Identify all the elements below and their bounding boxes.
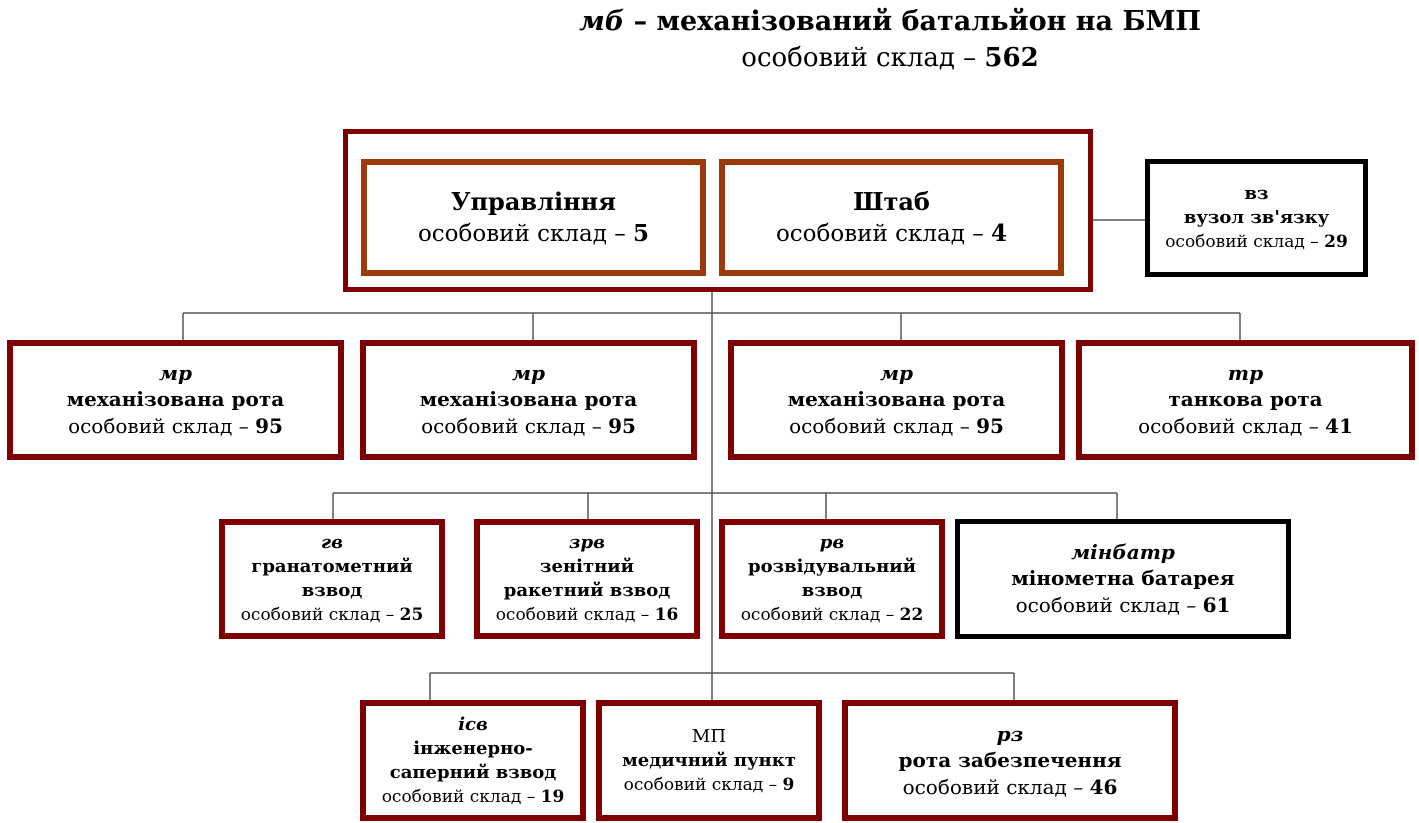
- unit-support-company: [842, 700, 1178, 821]
- unit-abbr: вз: [1244, 183, 1269, 204]
- unit-staff: особовий склад – 4: [775, 219, 1008, 247]
- unit-staff: особовий склад – 41: [1138, 414, 1353, 438]
- unit-management: [361, 159, 706, 276]
- unit-abbr: рв: [819, 532, 845, 553]
- unit-staff: особовий склад – 9: [623, 774, 795, 795]
- unit-staff: особовий склад – 95: [789, 414, 1004, 438]
- unit-staff: особовий склад – 95: [421, 414, 636, 438]
- unit-abbr: рз: [996, 721, 1024, 746]
- unit-name-line2: взвод: [801, 580, 863, 601]
- unit-staff: особовий склад – 19: [381, 786, 565, 807]
- unit-name: вузол зв'язку: [1183, 207, 1330, 228]
- unit-staff: особовий склад – 25: [240, 605, 424, 625]
- unit-abbr: зрв: [569, 532, 605, 553]
- unit-staff: особовий склад – 29: [1165, 232, 1348, 252]
- unit-abbr: мр: [880, 361, 913, 385]
- title-staff-value: 562: [984, 43, 1039, 73]
- unit-name: рота забезпечення: [898, 747, 1122, 772]
- unit-name: механізована рота: [66, 387, 285, 411]
- unit-name-line2: ракетний взвод: [503, 580, 671, 601]
- unit-name: Штаб: [853, 186, 930, 216]
- unit-staff: особовий склад – 22: [740, 605, 924, 625]
- unit-abbr: МП: [691, 725, 727, 747]
- unit-comm-node: [1145, 159, 1368, 277]
- unit-abbr: тр: [1227, 361, 1264, 385]
- unit-abbr: мінбатр: [1071, 540, 1175, 564]
- unit-mech-company-2: [360, 340, 697, 460]
- unit-engineer-platoon: [360, 700, 586, 821]
- unit-mech-company-3: [728, 340, 1065, 460]
- unit-staff: особовий склад – 95: [68, 414, 283, 438]
- unit-name-line2: саперний взвод: [389, 761, 557, 783]
- unit-medical-point: [596, 700, 822, 821]
- unit-abbr: мр: [159, 361, 192, 385]
- unit-staff: особовий склад – 61: [1015, 593, 1231, 617]
- unit-mortar-battery: [955, 519, 1291, 639]
- unit-recon-platoon: [719, 519, 945, 639]
- unit-staff: особовий склад – 16: [495, 605, 679, 625]
- unit-abbr: мр: [512, 361, 545, 385]
- unit-name-line1: зенітний: [540, 556, 634, 577]
- unit-name: Управління: [451, 186, 616, 216]
- title-staff-label: особовий склад –: [741, 43, 985, 73]
- unit-grenade-platoon: [219, 519, 445, 639]
- unit-name: мінометна батарея: [1011, 566, 1235, 590]
- title-abbr: мб: [579, 6, 625, 37]
- unit-hq: [719, 159, 1064, 276]
- unit-name: медичний пункт: [622, 749, 796, 771]
- unit-name-line2: взвод: [301, 580, 363, 601]
- unit-name: механізована рота: [419, 387, 638, 411]
- unit-name: механізована рота: [787, 387, 1006, 411]
- title-text: – механізований батальйон на БМП: [624, 6, 1201, 37]
- unit-aa-missile-platoon: [474, 519, 700, 639]
- unit-name-line1: інженерно-: [413, 737, 533, 759]
- unit-staff: особовий склад – 5: [417, 219, 650, 247]
- unit-abbr: гв: [321, 532, 343, 553]
- unit-name-line1: гранатометний: [251, 556, 413, 577]
- unit-mech-company-1: [7, 340, 344, 460]
- unit-abbr: ісв: [458, 713, 488, 735]
- unit-tank-company: [1076, 340, 1415, 460]
- unit-name: танкова рота: [1168, 387, 1323, 411]
- unit-name-line1: розвідувальний: [748, 556, 916, 577]
- unit-staff: особовий склад – 46: [902, 774, 1118, 799]
